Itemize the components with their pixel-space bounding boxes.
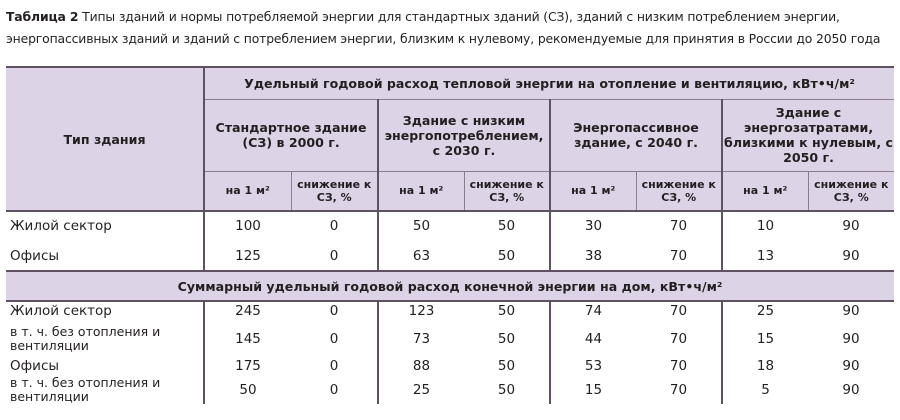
cell: 63 [378, 241, 464, 271]
cell: 0 [291, 321, 378, 357]
cell: 50 [464, 357, 550, 375]
column-header-building-type: Тип здания [6, 67, 204, 211]
cell: 13 [722, 241, 808, 271]
cell: 25 [378, 375, 464, 404]
cell: 88 [378, 357, 464, 375]
table-row [6, 321, 894, 357]
row-label: Жилой сектор [6, 301, 204, 321]
cell: 70 [636, 211, 722, 241]
cell: 15 [550, 375, 636, 404]
cell: 123 [378, 301, 464, 321]
row-label: в т. ч. без отопления и вентиляции [6, 375, 204, 404]
subheader-reduction: снижение к СЗ, % [808, 171, 894, 211]
caption-text: Типы зданий и нормы потребляемой энергии для стандартных зданий (СЗ), зданий с низким потреблением энергии, энергопассивных зданий и зданий с потреблением энергии, близким к нулевому, рекомендуемые для принятия в России до 2050 года [6, 9, 881, 46]
cell: 90 [808, 321, 894, 357]
table-row [6, 241, 894, 271]
cell: 145 [204, 321, 291, 357]
energy-norms-table [6, 66, 894, 404]
header-low-energy-building: Здание с низким энергопотреблением, с 2030 г. [378, 99, 550, 171]
table-row [6, 357, 894, 375]
table-row [6, 211, 894, 241]
cell: 90 [808, 375, 894, 404]
subheader-per-m2: на 1 м² [550, 171, 636, 211]
cell: 70 [636, 357, 722, 375]
cell: 0 [291, 241, 378, 271]
cell: 90 [808, 357, 894, 375]
row-label: Жилой сектор [6, 211, 204, 241]
cell: 0 [291, 375, 378, 404]
table-row [6, 375, 894, 404]
cell: 50 [378, 211, 464, 241]
subheader-reduction: снижение к СЗ, % [464, 171, 550, 211]
row-label: Офисы [6, 357, 204, 375]
subheader-reduction: снижение к СЗ, % [636, 171, 722, 211]
table-row [6, 301, 894, 321]
cell: 90 [808, 241, 894, 271]
cell: 44 [550, 321, 636, 357]
header-standard-building: Стандартное здание (СЗ) в 2000 г. [204, 99, 378, 171]
cell: 175 [204, 357, 291, 375]
row-label: Офисы [6, 241, 204, 271]
cell: 90 [808, 211, 894, 241]
cell: 0 [291, 301, 378, 321]
cell: 25 [722, 301, 808, 321]
cell: 50 [464, 375, 550, 404]
cell: 15 [722, 321, 808, 357]
cell: 0 [291, 211, 378, 241]
cell: 50 [464, 301, 550, 321]
cell: 70 [636, 321, 722, 357]
header-near-zero-building: Здание с энергозатратами, близкими к нулевым, с 2050 г. [722, 99, 894, 171]
table-caption [6, 6, 898, 50]
cell: 50 [204, 375, 291, 404]
header-passive-building: Энергопассивное здание, с 2040 г. [550, 99, 722, 171]
cell: 74 [550, 301, 636, 321]
cell: 38 [550, 241, 636, 271]
cell: 73 [378, 321, 464, 357]
cell: 5 [722, 375, 808, 404]
cell: 10 [722, 211, 808, 241]
cell: 50 [464, 321, 550, 357]
cell: 0 [291, 357, 378, 375]
cell: 125 [204, 241, 291, 271]
subheader-per-m2: на 1 м² [378, 171, 464, 211]
caption-label: Таблица 2 [6, 9, 79, 24]
cell: 100 [204, 211, 291, 241]
cell: 50 [464, 241, 550, 271]
cell: 53 [550, 357, 636, 375]
subheader-reduction: снижение к СЗ, % [291, 171, 378, 211]
cell: 70 [636, 301, 722, 321]
cell: 245 [204, 301, 291, 321]
cell: 70 [636, 375, 722, 404]
subheader-per-m2: на 1 м² [722, 171, 808, 211]
cell: 70 [636, 241, 722, 271]
cell: 18 [722, 357, 808, 375]
section2-title: Суммарный удельный годовой расход конечной энергии на дом, кВт•ч/м² [6, 271, 894, 301]
cell: 50 [464, 211, 550, 241]
cell: 30 [550, 211, 636, 241]
subheader-per-m2: на 1 м² [204, 171, 291, 211]
row-label: в т. ч. без отопления и вентиляции [6, 321, 204, 357]
section1-title: Удельный годовой расход тепловой энергии на отопление и вентиляцию, кВт•ч/м² [204, 67, 894, 99]
cell: 90 [808, 301, 894, 321]
